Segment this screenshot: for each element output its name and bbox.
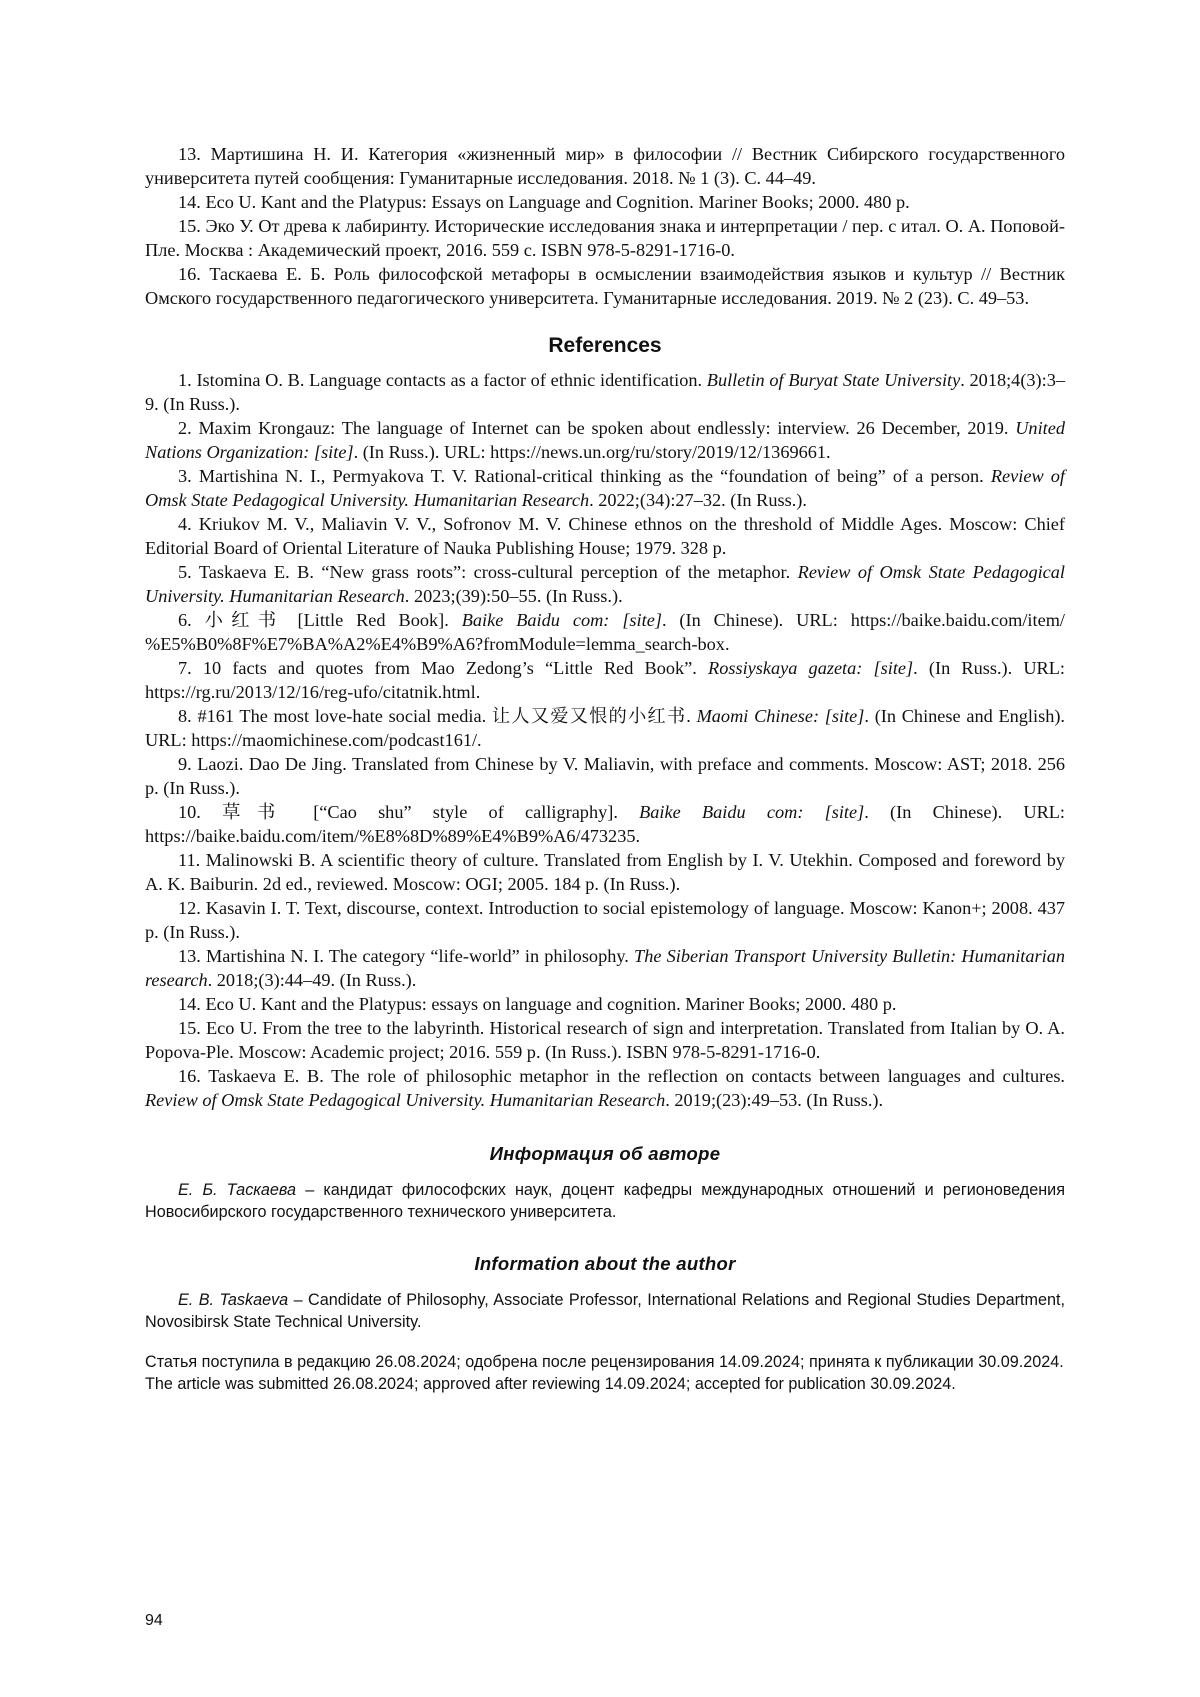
reference-text: Malinowski B. A scientific theory of culture. Translated from English by I. V. Utekhin. Composed and foreword by A. K. Baiburin. 2d ed., reviewed. Moscow: OGI; 2005. 184 p. (In Russ.). xyxy=(145,850,1065,894)
reference-number: 16. xyxy=(178,264,201,284)
reference-number: 14. xyxy=(178,192,201,212)
reference-text: . (In Chinese). URL: https://baike.baidu.com/item/%E8%8D%89%E4%B9%A6/473235. xyxy=(145,802,1065,846)
author-info-heading-en: Information about the author xyxy=(145,1253,1065,1275)
reference-entry xyxy=(145,512,1065,560)
reference-number: 3. xyxy=(178,466,192,486)
reference-entry xyxy=(145,560,1065,608)
reference-number: 13. xyxy=(178,144,201,164)
reference-text: Maxim Krongauz: The language of Internet can be spoken about endlessly: interview. 26 December, 2019. xyxy=(199,418,1016,438)
reference-number: 15. xyxy=(178,216,201,236)
page-content xyxy=(145,142,1065,1395)
reference-number: 12. xyxy=(178,898,201,918)
reference-entry xyxy=(145,848,1065,896)
author-info-en xyxy=(145,1289,1065,1333)
author-name-en: E. B. Taskaeva xyxy=(178,1291,288,1309)
reference-source-title: Maomi Chinese: [site] xyxy=(697,706,865,726)
reference-number: 6. xyxy=(178,610,192,630)
reference-text: Taskaeva E. B. “New grass roots”: cross-cultural perception of the metaphor. xyxy=(199,562,798,582)
reference-text: . 2019;(23):49–53. (In Russ.). xyxy=(665,1090,883,1110)
reference-text: . (In Russ.). URL: https://news.un.org/ru/story/2019/12/1369661. xyxy=(354,442,831,462)
reference-number: 15. xyxy=(178,1018,201,1038)
reference-source-title: Review of Omsk State Peda­gogical University. Humanitarian Research xyxy=(145,562,1065,606)
reference-number: 8. xyxy=(178,706,192,726)
reference-text: Таскаева Е. Б. Роль философской метафоры в осмыслении взаимодействия языков и культур // Вестник Омского государственного педагогического университета. Гуманитарные исследования. 2019. № 2 (23). С. 49–53. xyxy=(145,264,1065,308)
reference-entry xyxy=(145,704,1065,752)
reference-text: Kriukov M. V., Maliavin V. V., Sofronov M. V. Chinese ethnos on the threshold of Middle Ages. Moscow: Chief Editorial Board of Oriental Literature of Nauka Publishing House; 1979. 328 p. xyxy=(145,514,1065,558)
reference-number: 4. xyxy=(178,514,192,534)
reference-text: Martishina N. I., Permyakova T. V. Rational-critical thinking as the “foundation of being” of a person. xyxy=(199,466,991,486)
reference-source-title: Baike Baidu com: [site] xyxy=(639,802,864,822)
reference-source-title: The Siberian Transport University Bulletin: Humanitarian research xyxy=(145,946,1065,990)
reference-entry xyxy=(145,992,1065,1016)
reference-entry xyxy=(145,752,1065,800)
reference-number: 9. xyxy=(178,754,192,774)
reference-entry xyxy=(145,1064,1065,1112)
reference-source-title: Bulletin of Buryat State University xyxy=(707,370,960,390)
author-info-heading-ru: Информация об авторе xyxy=(145,1143,1065,1165)
reference-source-title: Rossiyskaya gazeta: [site] xyxy=(708,658,913,678)
reference-text: . 2023;(39):50–55. (In Russ.). xyxy=(405,586,623,606)
reference-number: 13. xyxy=(178,946,201,966)
reference-number: 1. xyxy=(178,370,192,390)
reference-text: Istomina O. B. Language contacts as a factor of ethnic identification. xyxy=(196,370,706,390)
english-reference-list xyxy=(145,368,1065,1112)
reference-text: Eco U. Kant and the Platypus: essays on language and cognition. Mariner Books; 2000. 480 p. xyxy=(205,994,896,1014)
russian-reference-list xyxy=(145,142,1065,310)
reference-source-title: Review of Omsk State Pedagogical University. Humanitarian Research xyxy=(145,1090,665,1110)
reference-number: 2. xyxy=(178,418,192,438)
reference-text: 小红书 [Little Red Book]. xyxy=(205,610,462,630)
reference-number: 5. xyxy=(178,562,192,582)
author-description-ru: – кандидат философских наук, доцент кафедры международных отношений и регионо­ведения Новосибирского государственного технического университета. xyxy=(145,1181,1065,1221)
reference-number: 10. xyxy=(178,802,201,822)
reference-text: Eco U. From the tree to the labyrinth. Historical research of sign and interpretation. Translated from Italian by O. A. Popova-Ple. Moscow: Academic project; 2016. 559 p. (In Russ.). ISBN 978-5-8291-1716-0. xyxy=(145,1018,1065,1062)
reference-text: #161 The most love-hate social media. 让人又爱又恨的小红书. xyxy=(197,706,696,726)
reference-text: Мартишина Н. И. Категория «жизненный мир» в философии // Вестник Сибирского государствен­ного университета путей сообщения: Гуманитарные исследования. 2018. № 1 (3). С. 44–49. xyxy=(145,144,1065,188)
reference-entry xyxy=(145,1016,1065,1064)
submission-dates xyxy=(145,1351,1065,1395)
reference-text: . 2018;(3):44–49. (In Russ.). xyxy=(208,970,417,990)
reference-text: 10 facts and quotes from Mao Zedong’s “Little Red Book”. xyxy=(203,658,708,678)
reference-text: Эко У. От древа к лабиринту. Исторические исследования знака и интерпретации / пер. с итал. О. А. Поповой-Пле. Москва : Академический проект, 2016. 559 с. ISBN 978-5-8291-1716-0. xyxy=(145,216,1065,260)
reference-entry xyxy=(145,896,1065,944)
reference-entry xyxy=(145,190,1065,214)
reference-text: Laozi. Dao De Jing. Translated from Chinese by V. Maliavin, with preface and comments. Moscow: AST; 2018. 256 p. (In Russ.). xyxy=(145,754,1065,798)
reference-text: Martishina N. I. The category “life-world” in philosophy. xyxy=(206,946,634,966)
reference-number: 7. xyxy=(178,658,192,678)
reference-text: . (In Russ.). URL: https://rg.ru/2013/12/16/reg-ufo/citatnik.html. xyxy=(145,658,1065,702)
reference-source-title: Baike Baidu com: [site] xyxy=(462,610,662,630)
reference-entry xyxy=(145,262,1065,310)
reference-number: 11. xyxy=(178,850,200,870)
submission-dates-ru: Статья поступила в редакцию 26.08.2024; одобрена после рецензирования 14.09.2024; принята к публика­ции 30.09.2024. xyxy=(145,1351,1065,1373)
references-heading: References xyxy=(145,334,1065,358)
reference-entry xyxy=(145,214,1065,262)
reference-text: . (In Chinese). URL: https://baike.baidu.com/item/ %E5%B0%8F%E7%BA%A2%E4%B9%A6?fromModule=lemma_search-box. xyxy=(145,610,1065,654)
reference-number: 16. xyxy=(178,1066,201,1086)
page-number: 94 xyxy=(145,1612,163,1630)
reference-text: . 2022;(34):27–32. (In Russ.). xyxy=(589,490,807,510)
reference-source-title: United Nations Organization: [site] xyxy=(145,418,1065,462)
reference-text: Eco U. Kant and the Platypus: Essays on Language and Cognition. Mariner Books; 2000. 480 p. xyxy=(205,192,909,212)
author-info-ru xyxy=(145,1179,1065,1223)
submission-dates-en: The article was submitted 26.08.2024; approved after reviewing 14.09.2024; accepted for publication 30.09.2024. xyxy=(145,1373,1065,1395)
reference-entry xyxy=(145,800,1065,848)
reference-text: . 2018;4(3):3–9. (In Russ.). xyxy=(145,370,1065,414)
author-description-en: – Candidate of Philosophy, Associate Professor, International Relations and Regional Studies Department, Novosibirsk State Technical University. xyxy=(145,1291,1065,1331)
reference-entry xyxy=(145,608,1065,656)
reference-source-title: Review of Omsk State Pedagogical University. Humanitarian Research xyxy=(145,466,1065,510)
reference-entry xyxy=(145,368,1065,416)
reference-entry xyxy=(145,416,1065,464)
reference-text: Kasavin I. T. Text, discourse, context. Introduction to social epistemology of language. Moscow: Kanon+; 2008. 437 p. (In Russ.). xyxy=(145,898,1065,942)
reference-number: 14. xyxy=(178,994,201,1014)
reference-entry xyxy=(145,142,1065,190)
reference-text: 草书 [“Cao shu” style of calligraphy]. xyxy=(222,802,639,822)
reference-text: Taskaeva E. B. The role of philosophic metaphor in the reflection on contacts between languages and cultures. xyxy=(208,1066,1065,1086)
reference-entry xyxy=(145,944,1065,992)
reference-entry xyxy=(145,656,1065,704)
author-name-ru: Е. Б. Таскаева xyxy=(178,1181,296,1199)
reference-text: . (In Chinese and English). URL: https://maomichinese.com/podcast161/. xyxy=(145,706,1065,750)
reference-entry xyxy=(145,464,1065,512)
